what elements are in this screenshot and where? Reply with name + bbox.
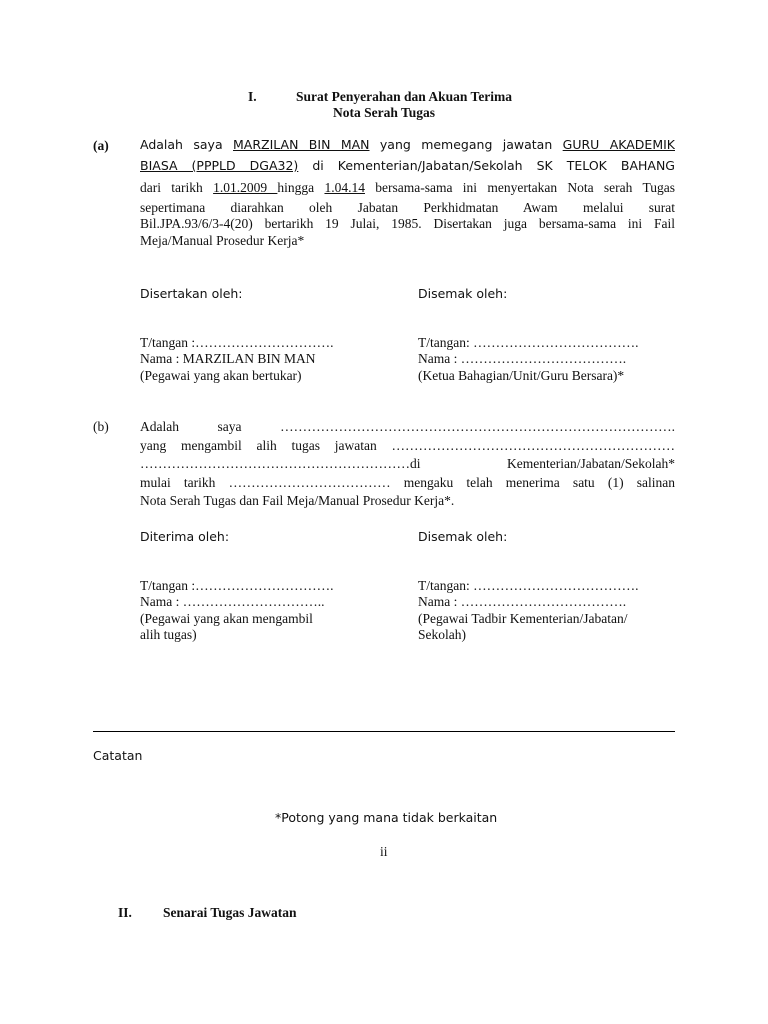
part-a-label: (a) [93, 138, 109, 153]
reviewer-b-role-line-1: (Pegawai Tadbir Kementerian/Jabatan/ [418, 611, 628, 626]
section-number: I. [248, 89, 257, 104]
signature-field: T/tangan :…………………………. [140, 335, 334, 350]
reviewer-role-label: (Ketua Bahagian/Unit/Guru Bersara)* [418, 368, 625, 383]
part-a-line-5: Bil.JPA.93/6/3-4(20) bertarikh 19 Julai, 1985. Disertakan juga bersama-sama ini Fail [140, 216, 675, 231]
next-section-title: Senarai Tugas Jawatan [163, 905, 297, 920]
reviewer-b-role-line-2: Sekolah) [418, 627, 466, 642]
section-title: Surat Penyerahan dan Akuan Terima [296, 89, 513, 104]
part-a-line-1: Adalah saya MARZILAN BIN MAN yang memegang jawatan GURU AKADEMIK [140, 137, 675, 152]
receiver-role-line-2: alih tugas) [140, 627, 197, 642]
next-section-number: II. [118, 905, 132, 920]
part-b-line-5: Nota Serah Tugas dan Fail Meja/Manual Prosedur Kerja*. [140, 493, 455, 508]
post-name: GURU AKADEMIK [562, 137, 675, 152]
name-field: Nama : MARZILAN BIN MAN [140, 351, 316, 366]
part-b-line-3: ……………………………………………………di Kementerian/Jabatan/Sekolah* [140, 456, 675, 471]
footnote: *Potong yang mana tidak berkaitan [275, 810, 498, 825]
receiver-signature-field: T/tangan :…………………………. [140, 578, 334, 593]
reviewer-name-field: Nama : ………………………………. [418, 351, 627, 366]
receiver-role-line-1: (Pegawai yang akan mengambil [140, 611, 313, 626]
part-b-label: (b) [93, 419, 109, 434]
reviewer-b-name-field: Nama : ………………………………. [418, 594, 627, 609]
part-a-line-2: BIASA (PPPLD DGA32) di Kementerian/Jabatan/Sekolah SK TELOK BAHANG [140, 158, 675, 173]
part-a-line-6: Meja/Manual Prosedur Kerja* [140, 233, 305, 248]
post-grade: BIASA (PPPLD DGA32) [140, 158, 299, 173]
reviewer-signature-field: T/tangan: ………………………………. [418, 335, 639, 350]
section-subtitle: Nota Serah Tugas [333, 105, 436, 120]
part-b-line-1: Adalah saya ……………………………………………………………………………. [140, 419, 675, 434]
divider [93, 731, 675, 732]
reviewed-by-heading: Disemak oleh: [418, 286, 508, 301]
role-label: (Pegawai yang akan bertukar) [140, 368, 302, 383]
submitted-by-heading: Disertakan oleh: [140, 286, 243, 301]
reviewer-b-signature-field: T/tangan: ………………………………. [418, 578, 639, 593]
reviewed-by-heading-b: Disemak oleh: [418, 529, 508, 544]
part-a-line-4: sepertimana diarahkan oleh Jabatan Perkhidmatan Awam melalui surat [140, 200, 675, 215]
page-number: ii [380, 844, 388, 859]
notes-label: Catatan [93, 748, 143, 763]
date-to: 1.04.14 [324, 180, 365, 195]
part-b-line-4: mulai tarikh ……………………………… mengaku telah menerima satu (1) salinan [140, 475, 675, 490]
received-by-heading: Diterima oleh: [140, 529, 230, 544]
receiver-name-field: Nama : ………………………….. [140, 594, 325, 609]
part-a-line-3: dari tarikh 1.01.2009 hingga 1.04.14 bersama-sama ini menyertakan Nota serah Tugas [140, 180, 675, 195]
part-b-line-2: yang mengambil alih tugas jawatan ……………………………………………………… [140, 438, 675, 453]
employee-name: MARZILAN BIN MAN [233, 137, 370, 152]
date-from: 1.01.2009 [213, 180, 278, 195]
